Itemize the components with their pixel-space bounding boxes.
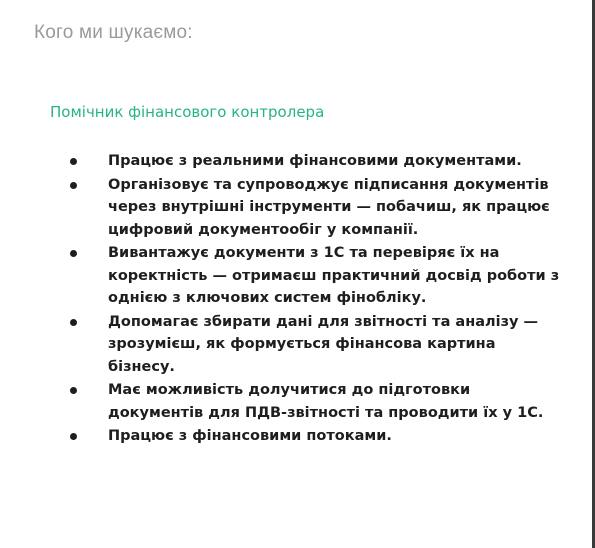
list-item-text: Вивантажує документи з 1С та перевіряє їх на коректність — отримаєш практичний досвід роботи з однією з ключових систем фінобліку.: [108, 245, 560, 306]
list-item-text: Працює з фінансовими потоками.: [108, 428, 392, 444]
list-item-text: Працює з реальними фінансовими документами.: [108, 153, 522, 169]
bullet-icon: [70, 387, 77, 394]
list-item-text: Має можливість долучитися до підготовки документів для ПДВ-звітності та проводити їх у 1С.: [108, 382, 544, 421]
bullet-icon: [70, 319, 77, 326]
list-item: [0, 242, 560, 310]
bullet-icon: [70, 250, 77, 257]
list-item: [0, 425, 560, 448]
duties-list: [0, 150, 560, 449]
list-item: [0, 379, 560, 424]
role-title: Помічник фінансового контролера: [50, 103, 325, 121]
list-item: [0, 174, 560, 242]
list-item: [0, 311, 560, 379]
list-item-text: Допомагає збирати дані для звітності та аналізу — зрозумієш, як формується фінансова картина бізнесу.: [108, 313, 539, 375]
section-heading: Кого ми шукаємо:: [34, 22, 193, 43]
list-item: [0, 150, 560, 173]
list-item-text: Організовує та супроводжує підписання документів через внутрішні інструменти — побачиш, як працює цифровий документообіг у компанії.: [108, 176, 550, 238]
bullet-icon: [70, 158, 77, 165]
bullet-icon: [70, 182, 77, 189]
bullet-icon: [70, 433, 77, 440]
